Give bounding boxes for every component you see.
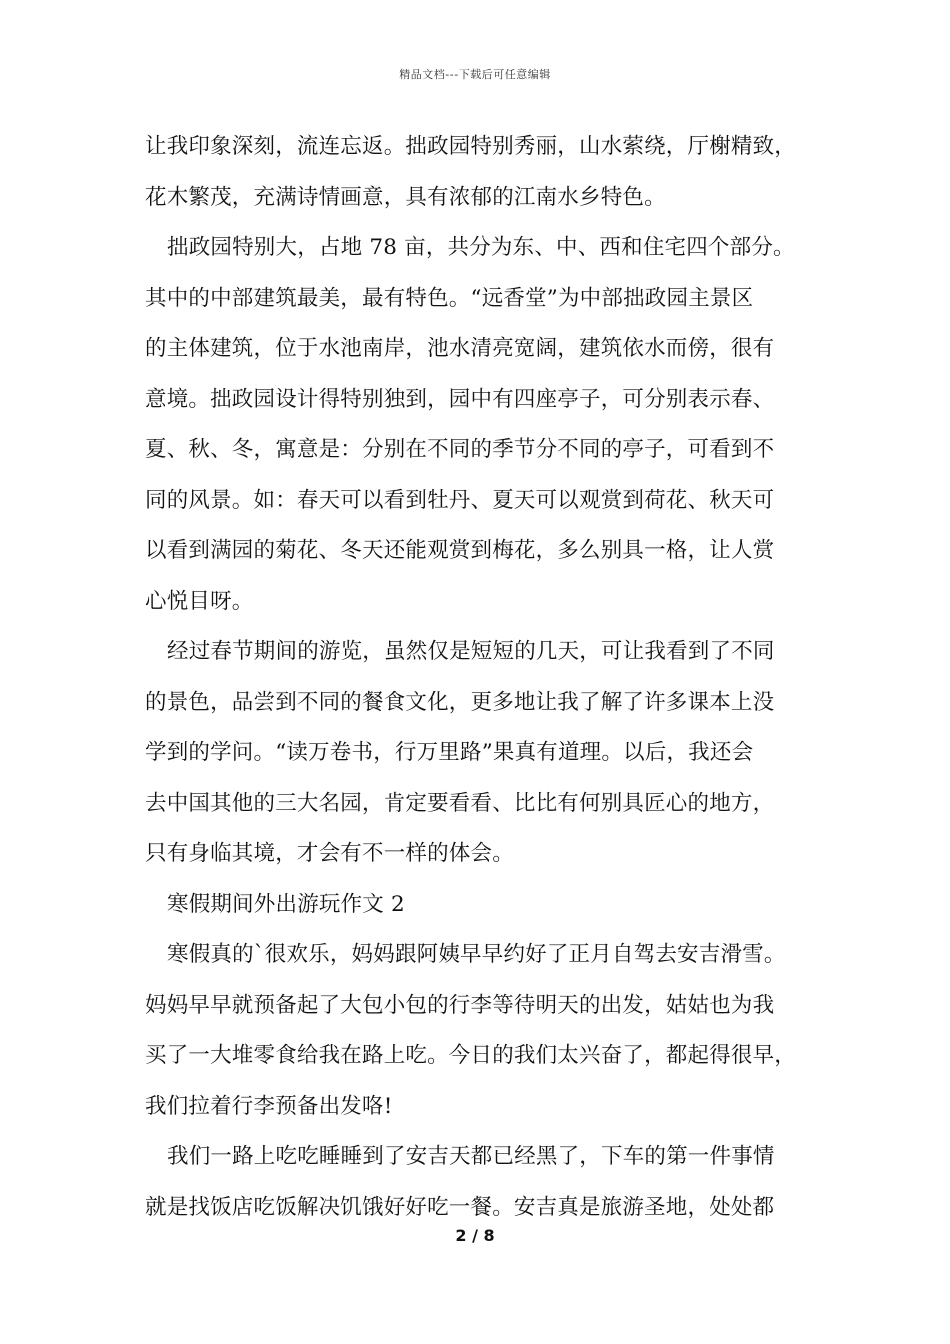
text-line: 经过春节期间的游览，虽然仅是短短的几天，可让我看到了不同 <box>167 639 775 664</box>
text-line: 花木繁茂，充满诗情画意，具有浓郁的江南水乡特色。 <box>145 184 666 210</box>
text-line: 意境。拙政园设计得特别独到，园中有四座亭子，可分别表示春、 <box>145 386 775 412</box>
text-line: 其中的中部建筑最美，最有特色。“远香堂”为中部拙政园主景区 <box>145 285 754 311</box>
text-line: 只有身临其境，才会有不一样的体会。 <box>145 841 514 866</box>
text-line: 我们拉着行李预备出发咯! <box>145 1093 393 1119</box>
text-line: 以看到满园的菊花、冬天还能观赏到梅花，多么别具一格，让人赏 <box>145 538 775 563</box>
text-line: 寒假真的`很欢乐，妈妈跟阿姨早早约好了正月自驾去安吉滑雪。 <box>167 942 786 967</box>
text-line: 买了一大堆零食给我在路上吃。今日的我们太兴奋了，都起得很早， <box>145 1043 797 1068</box>
text-line: 拙政园特别大，占地 78 亩，共分为东、中、西和住宅四个部分。 <box>167 235 795 260</box>
document-body <box>145 122 810 1233</box>
text-line: 就是找饭店吃饭解决饥饿好好吃一餐。安吉真是旅游圣地，处处都 <box>145 1194 775 1220</box>
page-number: 2 / 8 <box>455 1226 495 1245</box>
text-line: 去中国其他的三大名园，肯定要看看、比比有何别具匠心的地方， <box>145 790 775 816</box>
text-line: 我们一路上吃吃睡睡到了安吉天都已经黑了，下车的第一件事情 <box>167 1144 775 1169</box>
text-line: 妈妈早早就预备起了大包小包的行李等待明天的出发，姑姑也为我 <box>145 992 775 1018</box>
text-line: 同的风景。如：春天可以看到牡丹、夏天可以观赏到荷花、秋天可 <box>145 487 775 513</box>
text-line: 心悦目呀。 <box>145 588 254 614</box>
text-line: 让我印象深刻，流连忘返。拙政园特别秀丽，山水萦绕，厅榭精致， <box>145 134 797 159</box>
section-heading: 寒假期间外出游玩作文 2 <box>167 891 405 917</box>
text-line: 夏、秋、冬，寓意是：分别在不同的季节分不同的亭子，可看到不 <box>145 437 775 462</box>
text-line: 的主体建筑，位于水池南岸，池水清亮宽阔，建筑依水而傍，很有 <box>145 336 775 361</box>
text-line: 的景色，品尝到不同的餐食文化，更多地让我了解了许多课本上没 <box>145 689 775 715</box>
text-line: 学到的学问。“读万卷书，行万里路”果真有道理。以后，我还会 <box>145 740 754 765</box>
page-header: 精品文档---下载后可任意编辑 <box>399 68 551 81</box>
